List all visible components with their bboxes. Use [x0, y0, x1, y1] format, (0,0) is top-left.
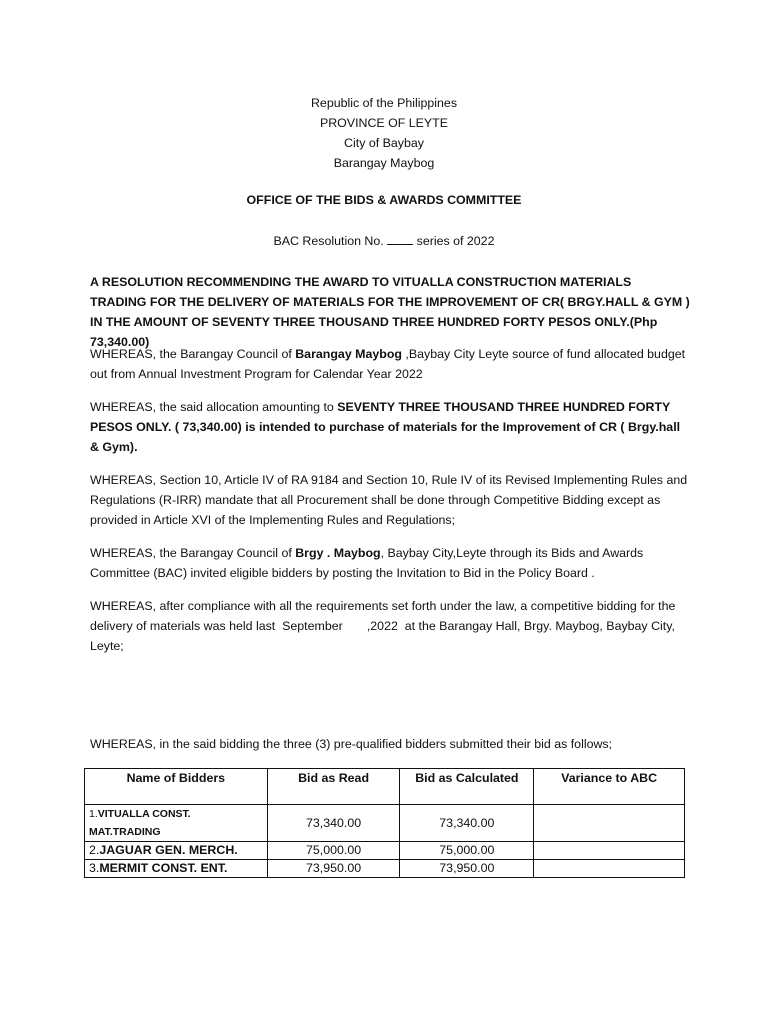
para1-text-a: WHEREAS, the Barangay Council of	[90, 347, 296, 361]
resolution-suffix: series of 2022	[416, 234, 495, 248]
header-variance-to-abc: Variance to ABC	[534, 769, 685, 805]
para4-text-a: WHEREAS, the Barangay Council of	[90, 546, 296, 560]
bid-as-read-cell: 73,340.00	[267, 805, 400, 842]
bidder-name: JAGUAR GEN. MERCH.	[99, 843, 238, 857]
bidders-table	[84, 768, 685, 878]
resolution-prefix: BAC Resolution No.	[273, 234, 384, 248]
bid-as-read-cell: 75,000.00	[267, 842, 400, 860]
bidder-number: 1.	[89, 808, 98, 820]
header-city: City of Baybay	[344, 136, 424, 150]
whereas-paragraph-4	[90, 543, 690, 583]
document-header	[0, 93, 768, 173]
table-row	[85, 805, 685, 842]
whereas-paragraph-1	[90, 344, 690, 384]
bidder-name: MERMIT CONST. ENT.	[99, 861, 228, 875]
header-province: PROVINCE OF LEYTE	[319, 116, 449, 130]
resolution-blank	[387, 233, 413, 245]
whereas-paragraph-5: WHEREAS, after compliance with all the requirements set forth under the law, a competitive bidding for the delivery of materials was held last September ,2022 at the Barangay Hall, Brgy. Maybog, Baybay City, Leyte;	[90, 599, 679, 653]
bidder-number: 3.	[89, 861, 100, 875]
header-name-of-bidders: Name of Bidders	[85, 769, 268, 805]
para1-text-b: Barangay Maybog	[295, 347, 402, 361]
para2-text-a: WHEREAS, the said allocation amounting to	[90, 400, 338, 414]
para4-text-b: Brgy . Maybog	[295, 546, 381, 560]
header-bid-as-read: Bid as Read	[267, 769, 400, 805]
resolution-title: A RESOLUTION RECOMMENDING THE AWARD TO VITUALLA CONSTRUCTION MATERIALS TRADING FOR THE DELIVERY OF MATERIALS FOR THE IMPROVEMENT OF CR( BRGY.HALL & GYM ) IN THE AMOUNT OF SEVENTY THREE THOUSAND THREE HUNDRED FORTY PESOS ONLY.(Php 73,340.00)	[90, 275, 690, 349]
para1-text-c: ,Baybay City Leyte source of fund allocated budget out from Annual Investment Program for Calendar Year 2022	[90, 347, 686, 381]
table-row	[85, 860, 685, 878]
para4-text-c: , Baybay City,Leyte through its Bids and Awards Committee (BAC) invited eligible bidders by posting the Invitation to Bid in the Policy Board .	[90, 546, 644, 580]
office-title: OFFICE OF THE BIDS & AWARDS COMMITTEE	[246, 193, 522, 207]
para2-text-b: SEVENTY THREE THOUSAND THREE HUNDRED FORTY PESOS ONLY. ( 73,340.00) is intended to purchase of materials for the Improvement of CR ( Brgy.hall & Gym).	[90, 400, 681, 454]
resolution-number	[0, 233, 768, 248]
bid-as-read-cell: 73,950.00	[267, 860, 400, 878]
header-barangay: Barangay Maybog	[333, 156, 435, 170]
whereas-paragraph-6: WHEREAS, in the said bidding the three (3) pre-qualified bidders submitted their bid as follows;	[90, 737, 613, 751]
bid-as-calculated-cell: 73,340.00	[400, 805, 534, 842]
bid-as-calculated-cell: 75,000.00	[400, 842, 534, 860]
bidder-name-cell	[85, 860, 268, 878]
bid-as-calculated-cell: 73,950.00	[400, 860, 534, 878]
bidder-name-cell	[85, 805, 268, 842]
whereas-paragraph-2	[90, 397, 690, 457]
header-bid-as-calculated: Bid as Calculated	[400, 769, 534, 805]
variance-cell	[534, 805, 685, 842]
bidder-number: 2.	[89, 843, 100, 857]
header-republic: Republic of the Philippines	[310, 96, 458, 110]
table-header-row	[85, 769, 685, 805]
table-row	[85, 842, 685, 860]
whereas-paragraph-3: WHEREAS, Section 10, Article IV of RA 9184 and Section 10, Rule IV of its Revised Implementing Rules and Regulations (R-IRR) mandate that all Procurement shall be done through Competitive Bidding except as provided in Article XVI of the Implementing Rules and Regulations;	[90, 473, 688, 527]
variance-cell	[534, 860, 685, 878]
bidder-name: VITUALLA CONST. MAT.TRADING	[89, 808, 191, 838]
variance-cell	[534, 842, 685, 860]
bidder-name-cell	[85, 842, 268, 860]
